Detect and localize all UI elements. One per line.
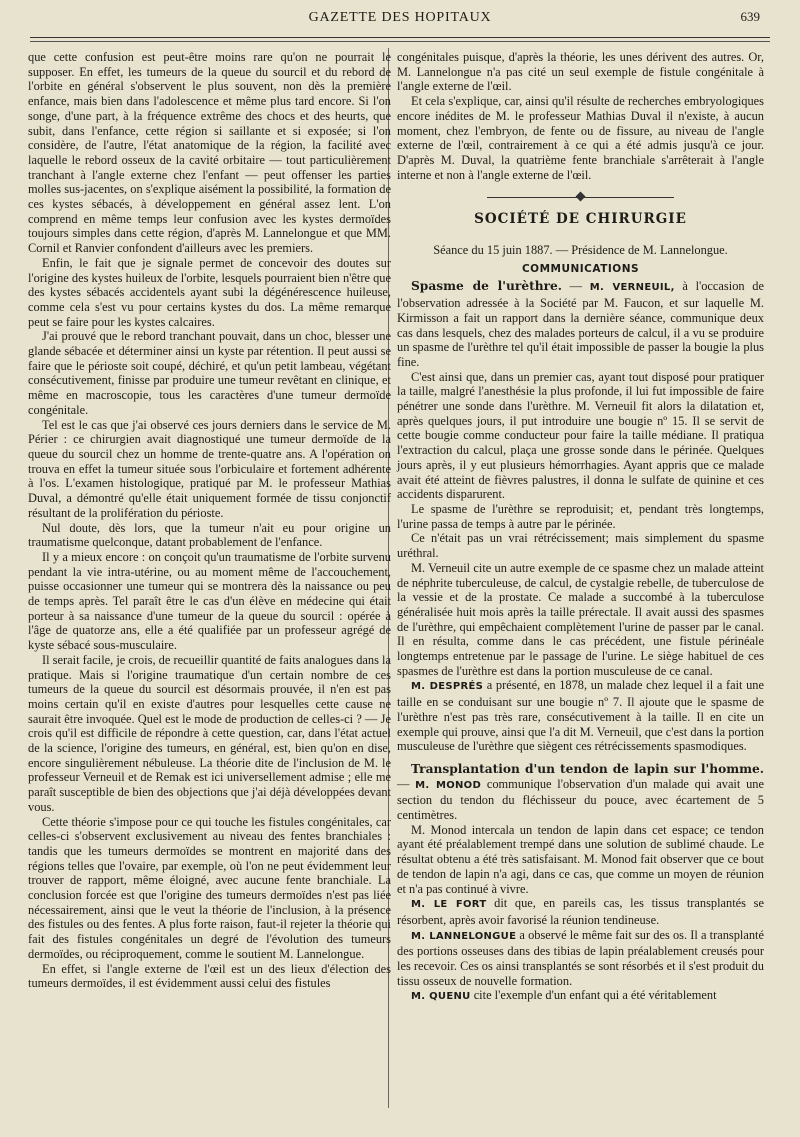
page-number: 639 [740,9,760,24]
speaker-name: M. MONOD [415,779,482,791]
seance-line: Séance du 15 juin 1887. — Présidence de M. Lannelongue. [433,243,728,258]
paragraph: Il y a mieux encore : on conçoit qu'un traumatisme de l'orbite survenu pendant la vie intra-utérine, ou au moment même de l'accouchement, puisse occasionner une tumeur qui se montrera dès la naissance ou peu de temps après. Tel paraît être le cas d'un élève en médecine qui était porteur à sa naissance d'une tumeur de la queue du sourcil : opérée à l'âge de quatorze ans, elle a été qualifiée par un professeur agrégé de kyste sébacé sous-musculaire. [28,549,391,653]
paragraph: En effet, si l'angle externe de l'œil est un des lieux d'élection des tumeurs dermoïdes, il est évidemment aussi celui des fistules [28,961,391,991]
item-lead: Spasme de l'urèthre. [411,279,562,294]
item-text: a observé le même fait sur des os. Il a transplanté des portions osseuses dans des tibias de lapin préalablement creusés pour les recevoir. Ces os ainsi transplantés se sont résorbés et il s'est produit du tissu osseux de nouvelle formation. [397,927,764,988]
header-rule-thin [30,41,770,42]
communication-item: Transplantation d'un tendon de lapin sur l'homme. — M. MONOD communique l'observation d'un malade qui avait une section du tendon du fléchisseur du pouce, avec écartement de 5 centimètres. [397,761,764,823]
left-column [28,50,391,991]
item-text: à l'occasion de l'observation adressée à la Société par M. Faucon, et sur laquelle M. Kirmisson a fait un rapport dans la dernière séance, communique deux cas dans lesquels, chez des malades porteurs de calcul, il a vu se produire un spasme de l'urèthre tel qu'il était impossible de passer la bougie la plus fine. [397,279,764,369]
paragraph: Il serait facile, je crois, de recueillir quantité de faits analogues dans la pratique. Mais si l'origine traumatique d'un certain nombre de ces tumeurs de la queue du sourcil est désormais prouvée, il n'en est pas moins certain qu'il en existe d'autres pour lesquelles cette cause ne saurait être invoquée. Quel est le mode de production de celles-ci ? — Je crois qu'il est difficile de répondre à cette question, car, dans l'état actuel de la science, l'origine des tumeurs, en général, est, bien qu'on en dise, encore singulièrement nébuleuse. La théorie dite de l'inclusion de M. le professeur Verneuil et de Remak est ici universellement admise ; elle me paraît susceptible de bien des objections que j'ai déjà développées devant vous. [28,652,391,814]
paragraph: congénitales puisque, d'après la théorie, les unes dérivent des autres. Or, M. Lannelongue n'a pas cité un seul exemple de fistule congénitale à l'angle externe de l'œil. [397,50,764,94]
item-text: a présenté, en 1878, un malade chez lequel il a fait une taille en se conduisant sur une bougie nº 7. Il ajoute que le spasme de l'urèthre n'est pas très rare, consécutivement à la taille. Il en cite un exemple qui prouve, ainsi que l'a dit M. Verneuil, que c'est dans la portion musculeuse de l'urèthre que siègent ces rétrécissements spasmodiques. [397,678,764,754]
section-title: SOCIÉTÉ DE CHIRURGIE [474,211,687,228]
speaker-name: M. LE FORT [411,899,487,911]
paragraph: Nul doute, dès lors, que la tumeur n'ait eu pour origine un traumatisme quelconque, datant probablement de l'enfance. [28,520,391,550]
item-lead: Transplantation d'un tendon de lapin sur l'homme. [411,761,764,776]
speaker-paragraph [397,928,764,989]
speaker-name: M. DESPRÉS [411,681,484,693]
paragraph: M. Verneuil cite un autre exemple de ce spasme chez un malade atteint de néphrite tuberculeuse, de calcul, de cystalgie rebelle, de tuberculose de la vessie et de la prostate. Ce malade a succombé à la tuberculose généralisée huit mois après la taille prérectale. Il avait aussi des spasmes de l'urèthre, qui empêchaient complètement l'urine de passer par le canal. Il en résulta, comme dans le cas précédent, une fistule périnéale longtemps entretenue par le passage de l'urine. Le siège habituel de ces spasmes de l'urèthre est dans la portion musculeuse de ce canal. [397,560,764,678]
paragraph: Ce n'était pas un vrai rétrécissement; mais simplement du spasme uréthral. [397,531,764,561]
speaker-paragraph [397,988,764,1005]
item-text: dit que, en pareils cas, les tissus transplantés se résorbent, après avoir favorisé la réunion tendineuse. [397,896,764,927]
paragraph: Cette théorie s'impose pour ce qui touche les fistules congénitales, car celles-ci s'observent exclusivement au niveau des fentes branchiales : tandis que les tumeurs dermoïdes se montrent en majorité dans des régions telles que l'ovaire, par exemple, où l'on ne peut évidemment leur trouver de rapport, même éloigné, avec aucune fente branchiale. La conclusion forcée est que l'origine des tumeurs dermoïdes n'est pas liée nécessairement, ainsi que le veut la théorie de l'inclusion, à la présence des fistules ou des fentes. A plus forte raison, faut-il rejeter la théorie qui fait des fistules congénitales un degré de l'évolution des tumeurs dermoïdes, ou réciproquement, comme le soutient M. Lannelongue. [28,814,391,961]
paragraph: J'ai prouvé que le rebord tranchant pouvait, dans un choc, blesser une glande sébacée et déterminer ainsi un kyste par rétention. Il peut aussi se faire que le périoste soit coupé, déchiré, et qu'un petit lambeau, végétant consécutivement, finisse par produire une tumeur revêtant en clinique, et même en macroscopie, tous les caractères d'une tumeur dermoïde congénitale. [28,329,391,417]
communication-item: Spasme de l'urèthre. — M. VERNEUIL, à l'occasion de l'observation adressée à la Société par M. Faucon, et sur laquelle M. Kirmisson a fait un rapport dans la dernière séance, communique deux cas dans lesquels, chez des malades porteurs de calcul, il a vu se produire un spasme de l'urèthre tel qu'il était impossible de passer la bougie la plus fine. [397,279,764,369]
paragraph: Le spasme de l'urèthre se reproduisit; et, pendant très longtemps, l'urine passa de temps à autre par le périnée. [397,501,764,531]
paragraph: Tel est le cas que j'ai observé ces jours derniers dans le service de M. Périer : ce chirurgien avait diagnostiqué une tumeur dermoïde de la queue du sourcil chez un homme de trente-quatre ans. A l'opération on trouva en effet la tumeur située sous l'orbiculaire et fortement adhérente à l'os. L'examen histologique, pratiqué par M. le professeur Mathias Duval, a démontré qu'elle était uniquement formée de tissu conjonctif résultant de la prolifération du périoste. [28,417,391,520]
speaker-paragraph [397,896,764,927]
speaker-paragraph [397,678,764,754]
speaker-name: M. VERNEUIL, [589,282,675,294]
page-header [0,0,800,44]
communications-heading: COMMUNICATIONS [521,262,640,275]
section-ornament [397,193,764,203]
speaker-name: M. LANNELONGUE [411,930,517,942]
paragraph: Et cela s'explique, car, ainsi qu'il résulte de recherches embryologiques encore inédites de M. le professeur Mathias Duval il n'existe, à aucun moment, chez l'embryon, de fente ou de fissure, au niveau de l'angle externe de l'œil, contrairement à ce qui a été admis jusqu'à ce jour. D'après M. Duval, la quatrième fente branchiale s'arrêterait à l'angle interne et non à l'angle externe de l'œil. [397,94,764,182]
header-rule [30,37,770,38]
paragraph: C'est ainsi que, dans un premier cas, ayant tout disposé pour pratiquer la taille, malgré l'anesthésie la plus profonde, il lui fut impossible de faire pénétrer une sonde dans l'urèthre. M. Verneuil fit alors la dilatation et, après quelques jours, il put introduire une bougie nº 15. Il se servit de cette bougie comme conducteur pour faire la taille médiane. Il pratiqua l'extraction du calcul, plaça une grosse sonde dans le périnée. Quelques jours après, il y eut plusieurs hémorrhagies. Ayant appris que ce malade avait été atteint de fièvres palustres, il donna le sulfate de quinine et ces accidents disparurent. [397,369,764,502]
item-text: communique l'observation d'un malade qui avait une section du tendon du fléchisseur du pouce, avec écartement de 5 centimètres. [397,776,764,823]
item-text: cite l'exemple d'un enfant qui a été véritablement [473,988,717,1003]
running-title: GAZETTE DES HOPITAUX [308,10,492,25]
paragraph: que cette confusion est peut-être moins rare qu'on ne pourrait le supposer. En effet, les tumeurs de la queue du sourcil et du rebord de l'orbite en général s'observent le plus souvent, non dès la première enfance, mais bien dans l'adolescence et même plus tard encore. Si l'on songe, d'une part, à la fréquence extrême des chocs et des heurts, que subit, dans l'enfance, cette région si saillante et si exposée; si l'on considère, de l'autre, l'état anatomique de la région, la facilité avec laquelle le rebord osseux de la cavité orbitaire — tout particulièrement tranchant à l'angle externe chez l'enfant — peut offenser les parties molles sus-jacentes, on s'explique aisément la possibilité, la formation de ces kystes sébacés, à développement en général assez lent. L'on comprend en même temps leur confusion avec les kystes dermoïdes toujours simples dans cette région, d'après M. Lannelongue et que MM. Cornil et Ranvier confondent d'ailleurs avec les premiers. [28,50,391,256]
right-column [397,50,764,1005]
paragraph: Enfin, le fait que je signale permet de concevoir des doutes sur l'origine des kystes huileux de l'orbite, lesquels pourraient bien n'être que des kystes sébacés accidentels ayant subi la dégénérescence huileuse, comme cela s'est vu pour certains kystes du dos. La même remarque peut se faire pour les kystes calcaires. [28,255,391,329]
paragraph: M. Monod intercala un tendon de lapin dans cet espace; ce tendon ayant été préalablement trempé dans une solution de sublimé chaude. Le résultat obtenu a été très satisfaisant. M. Monod fait observer que ce bout de tendon de lapin n'a agi, dans ce cas, que comme un moyen de réunion et n'a pas continué à vivre. [397,822,764,896]
speaker-name: M. QUENU [411,991,471,1003]
